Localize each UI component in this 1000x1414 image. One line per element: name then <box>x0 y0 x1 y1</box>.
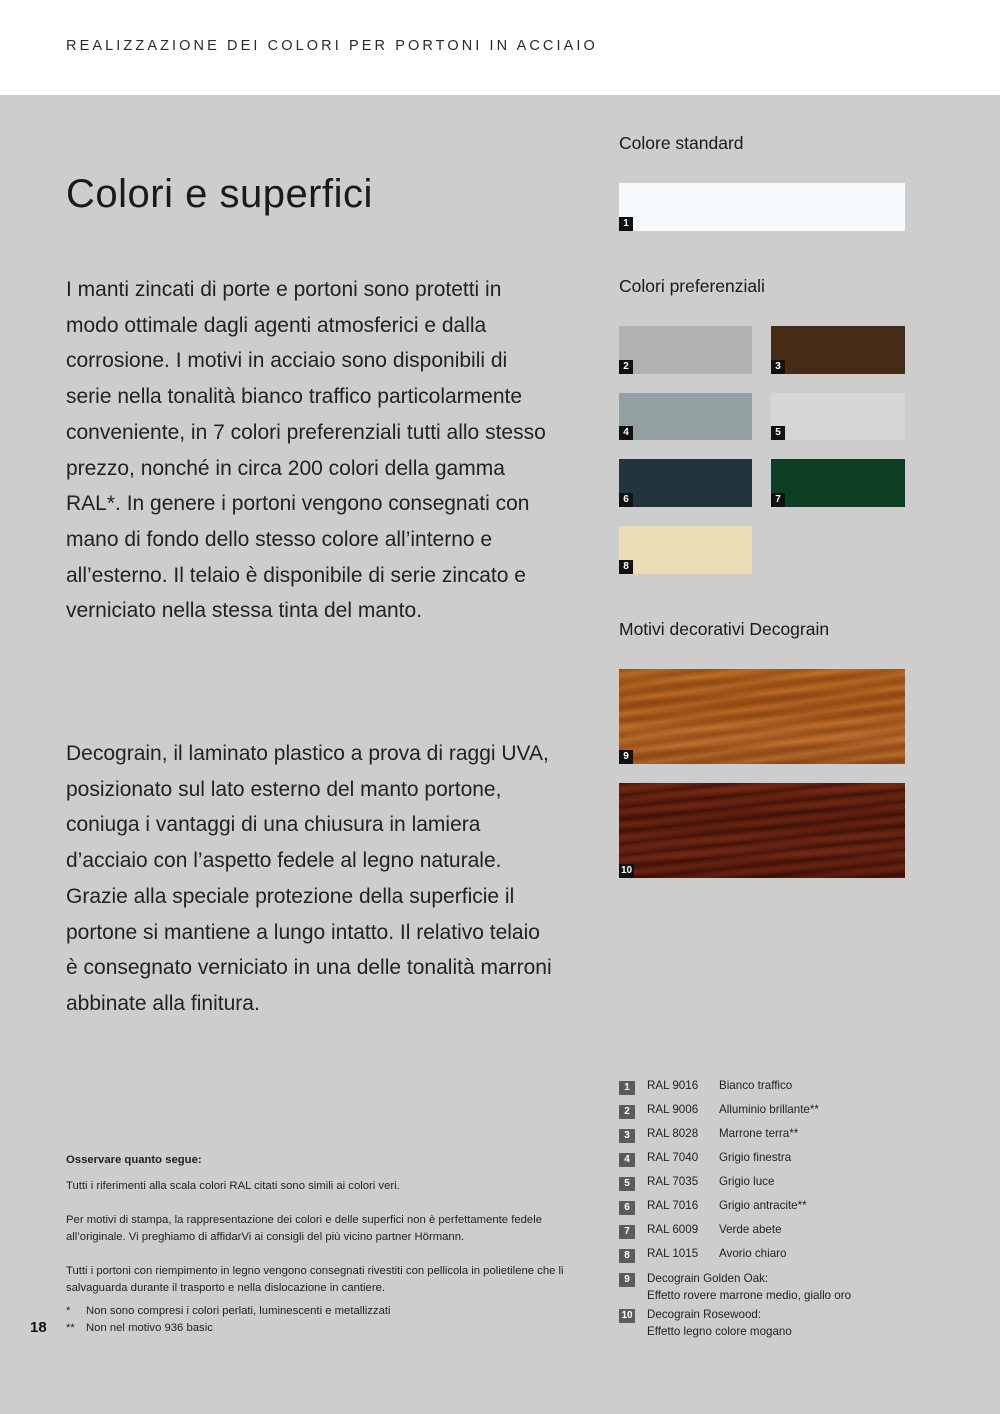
legend-row <box>619 1150 979 1174</box>
legend-row <box>619 1306 979 1342</box>
color-swatch-5 <box>771 393 905 440</box>
legend-ral-code: RAL 9006 <box>647 1103 699 1116</box>
legend-color-name: Verde abete <box>719 1223 782 1236</box>
legend-row <box>619 1222 979 1246</box>
legend-number: 7 <box>619 1225 635 1239</box>
legend-row <box>619 1174 979 1198</box>
color-swatch-4 <box>619 393 752 440</box>
color-swatch-2 <box>619 326 752 374</box>
legend-line: Effetto rovere marrone medio, giallo oro <box>647 1288 852 1302</box>
legend-color-name: Marrone terra** <box>719 1127 799 1140</box>
notes-section <box>66 1152 566 1334</box>
swatch-number: 8 <box>619 560 633 574</box>
note-text: Tutti i portoni con riempimento in legno vengono consegnati rivestiti con pellicola in polietilene che li salvaguarda durante il trasporto e nella dislocazione in cantiere. <box>66 1265 564 1294</box>
legend-ral-code: RAL 1015 <box>647 1247 699 1260</box>
legend-ral-code: RAL 7035 <box>647 1175 699 1188</box>
legend-color-name: Alluminio brillante** <box>719 1103 819 1116</box>
legend-ral-code: RAL 9016 <box>647 1079 699 1092</box>
footnote <box>66 1320 566 1337</box>
swatch-number: 6 <box>619 493 633 507</box>
legend-ral-code: RAL 7016 <box>647 1199 699 1212</box>
legend-number: 9 <box>619 1273 635 1287</box>
legend-decograin-description <box>647 1307 792 1340</box>
decograin-rosewood-swatch <box>619 783 905 878</box>
footnote-text: Non sono compresi i colori perlati, luminescenti e metallizzati <box>86 1305 391 1317</box>
legend-number: 8 <box>619 1249 635 1263</box>
color-legend <box>619 1078 979 1342</box>
note-text: Per motivi di stampa, la rappresentazione dei colori e delle superfici non è perfettamente fedele all’originale. Vi preghiamo di affidarVi ai consigli del più vicino partner Hörmann. <box>66 1214 542 1243</box>
legend-ral-code: RAL 7040 <box>647 1151 699 1164</box>
legend-row <box>619 1246 979 1270</box>
header-title: REALIZZAZIONE DEI COLORI PER PORTONI IN ACCIAIO <box>66 38 598 54</box>
swatch-number: 5 <box>771 426 785 440</box>
decograin-golden-oak-swatch <box>619 669 905 764</box>
legend-number: 2 <box>619 1105 635 1119</box>
footnote-mark: ** <box>66 1322 75 1334</box>
legend-number: 5 <box>619 1177 635 1191</box>
swatch-number: 10 <box>621 865 633 876</box>
swatch-number: 4 <box>619 426 633 440</box>
swatch-number: 2 <box>619 360 633 374</box>
legend-decograin-description <box>647 1271 851 1304</box>
legend-row <box>619 1078 979 1102</box>
footnote <box>66 1303 566 1320</box>
section-heading-decograin: Motivi decorativi Decograin <box>619 619 830 639</box>
body-paragraph-2: Decograin, il laminato plastico a prova di raggi UVA, posizionato sul lato esterno del manto portone, coniuga i vantaggi di una chiusura in lamiera d’acciaio con l’aspetto fedele al legno naturale. Grazie alla speciale protezione della superficie il portone si mantiene a lungo intatto. Il relativo telaio è consegnato verniciato in una delle tonalità marroni abbinate alla finitura. <box>66 742 552 1015</box>
legend-row <box>619 1102 979 1126</box>
legend-ral-code: RAL 8028 <box>647 1127 699 1140</box>
color-swatch-3 <box>771 326 905 374</box>
legend-row <box>619 1126 979 1150</box>
swatch-number: 3 <box>771 360 785 374</box>
legend-number: 1 <box>619 1081 635 1095</box>
legend-row <box>619 1270 979 1306</box>
color-swatch-1 <box>619 183 905 231</box>
page-number: 18 <box>30 1319 47 1336</box>
footnote-mark: * <box>66 1305 71 1317</box>
page-header <box>0 0 1000 95</box>
color-swatch-7 <box>771 459 905 507</box>
color-swatch-6 <box>619 459 752 507</box>
legend-number: 3 <box>619 1129 635 1143</box>
swatch-number: 1 <box>619 217 633 231</box>
legend-number: 6 <box>619 1201 635 1215</box>
footnote-text: Non nel motivo 936 basic <box>86 1322 213 1334</box>
legend-row <box>619 1198 979 1222</box>
swatch-number: 7 <box>771 493 785 507</box>
legend-ral-code: RAL 6009 <box>647 1223 699 1236</box>
color-swatch-8 <box>619 526 752 574</box>
legend-number: 10 <box>619 1309 635 1323</box>
legend-color-name: Avorio chiaro <box>719 1247 787 1260</box>
legend-line: Effetto legno colore mogano <box>647 1324 792 1338</box>
page-title: Colori e superfici <box>66 172 373 216</box>
section-heading-preferential: Colori preferenziali <box>619 276 765 296</box>
legend-line: Decograin Rosewood: <box>647 1308 762 1321</box>
legend-color-name: Grigio luce <box>719 1175 775 1188</box>
legend-line: Decograin Golden Oak: <box>647 1272 769 1285</box>
section-heading-standard: Colore standard <box>619 133 744 153</box>
note-text: Tutti i riferimenti alla scala colori RAL citati sono simili ai colori veri. <box>66 1180 400 1192</box>
legend-number: 4 <box>619 1153 635 1167</box>
body-paragraph-1: I manti zincati di porte e portoni sono protetti in modo ottimale dagli agenti atmosferici e dalla corrosione. I motivi in acciaio sono disponibili di serie nella tonalità bianco traffico particolarmente conveniente, in 7 colori preferenziali tutti allo stesso prezzo, nonché in circa 200 colori della gamma RAL*. In genere i portoni vengono consegnati con mano di fondo dello stesso colore all’interno e all’esterno. Il telaio è disponibile di serie zincato e verniciato nella stessa tinta del manto. <box>66 278 546 623</box>
notes-heading: Osservare quanto segue: <box>66 1154 202 1166</box>
legend-color-name: Grigio finestra <box>719 1151 792 1164</box>
legend-color-name: Bianco traffico <box>719 1079 793 1092</box>
swatch-number: 9 <box>619 750 633 764</box>
legend-color-name: Grigio antracite** <box>719 1199 807 1212</box>
